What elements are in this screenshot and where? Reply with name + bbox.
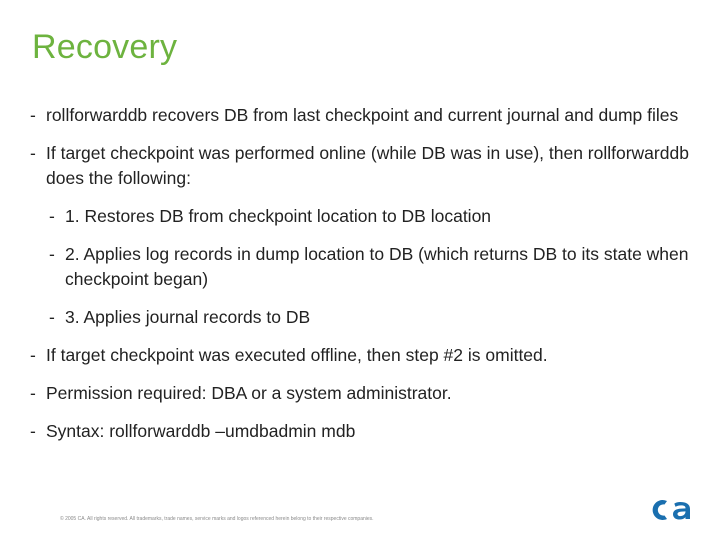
slide-title: Recovery <box>32 28 178 66</box>
bullet-item <box>30 381 690 406</box>
bullet-item <box>30 141 690 191</box>
sub-bullet-item <box>30 204 690 229</box>
bullet-text: 3. Applies journal records to DB <box>65 307 311 327</box>
bullet-dash: - <box>49 307 55 327</box>
bullet-dash: - <box>30 421 36 441</box>
bullet-dash: - <box>30 143 36 163</box>
sub-bullet-item <box>30 305 690 330</box>
bullet-list <box>30 103 690 457</box>
bullet-text: rollforwarddb recovers DB from last checkpoint and current journal and dump files <box>46 105 679 125</box>
sub-bullet-item <box>30 242 690 292</box>
bullet-text: If target checkpoint was performed online (while DB was in use), then rollforwarddb does the following: <box>46 143 689 188</box>
ca-logo-mark <box>653 500 690 520</box>
bullet-dash: - <box>30 383 36 403</box>
bullet-item <box>30 103 690 128</box>
bullet-dash: - <box>49 244 55 264</box>
footer-copyright: © 2005 CA. All rights reserved. All trademarks, trade names, service marks and logos referenced herein belong to their respective companies. <box>60 516 374 522</box>
bullet-item <box>30 419 690 444</box>
bullet-text: 1. Restores DB from checkpoint location to DB location <box>65 206 492 226</box>
ca-logo <box>650 493 698 527</box>
bullet-dash: - <box>30 105 36 125</box>
bullet-text: 2. Applies log records in dump location to DB (which returns DB to its state when checkpoint began) <box>65 244 689 289</box>
bullet-item <box>30 343 690 368</box>
bullet-text: If target checkpoint was executed offline, then step #2 is omitted. <box>46 345 548 365</box>
bullet-text: Syntax: rollforwarddb –umdbadmin mdb <box>46 421 356 441</box>
bullet-dash: - <box>49 206 55 226</box>
bullet-dash: - <box>30 345 36 365</box>
bullet-text: Permission required: DBA or a system administrator. <box>46 383 452 403</box>
